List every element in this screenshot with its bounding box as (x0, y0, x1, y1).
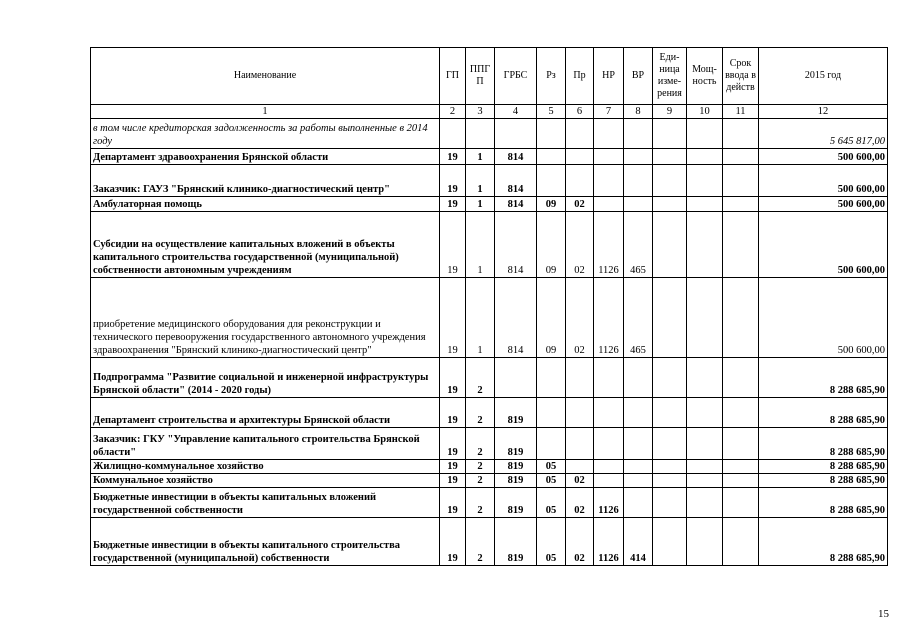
row-pr (566, 398, 594, 428)
row-name: в том числе кредиторская задолженность за работы выполненные в 2014 году (91, 119, 440, 149)
column-number: 9 (653, 105, 687, 119)
row-grbs: 819 (495, 460, 537, 474)
row-gp: 19 (440, 460, 466, 474)
row-term (723, 428, 759, 460)
row-ppg: 2 (466, 460, 495, 474)
row-gp: 19 (440, 518, 466, 566)
row-vr (624, 474, 653, 488)
row-pr (566, 358, 594, 398)
row-vr (624, 398, 653, 428)
column-number: 2 (440, 105, 466, 119)
row-nr (594, 474, 624, 488)
row-unit (653, 488, 687, 518)
row-gp: 19 (440, 278, 466, 358)
row-rz: 05 (537, 474, 566, 488)
row-vr: 465 (624, 212, 653, 278)
row-pr: 02 (566, 518, 594, 566)
row-ppg: 2 (466, 488, 495, 518)
row-power (687, 149, 723, 165)
row-gp (440, 119, 466, 149)
row-unit (653, 518, 687, 566)
row-ppg: 2 (466, 358, 495, 398)
row-amount: 500 600,00 (759, 197, 888, 212)
row-term (723, 358, 759, 398)
header-grbs: ГРБС (495, 48, 537, 105)
row-name: Подпрограмма "Развитие социальной и инженерной инфраструктуры Брянской области" (2014 - 2020 годы) (91, 358, 440, 398)
row-name: Бюджетные инвестиции в объекты капитальных вложений государственной собственности (91, 488, 440, 518)
row-vr (624, 488, 653, 518)
row-name: Амбулаторная помощь (91, 197, 440, 212)
table-row (91, 474, 888, 488)
header-unit: Еди- ница изме- рения (653, 48, 687, 105)
row-nr (594, 398, 624, 428)
row-grbs: 819 (495, 488, 537, 518)
row-power (687, 212, 723, 278)
row-grbs: 814 (495, 165, 537, 197)
row-power (687, 398, 723, 428)
row-ppg: 1 (466, 278, 495, 358)
page-number: 15 (878, 608, 889, 620)
row-amount: 8 288 685,90 (759, 460, 888, 474)
row-unit (653, 197, 687, 212)
row-name: Коммунальное хозяйство (91, 474, 440, 488)
row-pr: 02 (566, 488, 594, 518)
header-nr: НР (594, 48, 624, 105)
row-power (687, 488, 723, 518)
row-vr: 414 (624, 518, 653, 566)
row-nr (594, 428, 624, 460)
row-vr: 465 (624, 278, 653, 358)
column-number: 5 (537, 105, 566, 119)
row-vr (624, 149, 653, 165)
row-power (687, 428, 723, 460)
row-ppg: 1 (466, 212, 495, 278)
table-row (91, 197, 888, 212)
row-pr (566, 428, 594, 460)
row-amount: 8 288 685,90 (759, 428, 888, 460)
row-term (723, 488, 759, 518)
header-gp: ГП (440, 48, 466, 105)
row-grbs: 819 (495, 474, 537, 488)
row-vr (624, 197, 653, 212)
row-rz: 09 (537, 278, 566, 358)
row-gp: 19 (440, 149, 466, 165)
header-power: Мощ- ность (687, 48, 723, 105)
table-row (91, 518, 888, 566)
column-number: 8 (624, 105, 653, 119)
row-ppg: 1 (466, 165, 495, 197)
row-amount: 5 645 817,00 (759, 119, 888, 149)
row-rz: 05 (537, 518, 566, 566)
header-term: Срок ввода в действ (723, 48, 759, 105)
row-term (723, 197, 759, 212)
row-term (723, 165, 759, 197)
row-grbs (495, 119, 537, 149)
row-gp: 19 (440, 358, 466, 398)
row-vr (624, 460, 653, 474)
row-grbs: 814 (495, 197, 537, 212)
row-rz (537, 119, 566, 149)
header-name: Наименование (91, 48, 440, 105)
row-power (687, 518, 723, 566)
row-unit (653, 165, 687, 197)
column-number-row (91, 105, 888, 119)
column-number: 6 (566, 105, 594, 119)
row-amount: 500 600,00 (759, 165, 888, 197)
row-gp: 19 (440, 474, 466, 488)
row-amount: 8 288 685,90 (759, 474, 888, 488)
row-grbs: 814 (495, 212, 537, 278)
row-unit (653, 428, 687, 460)
header-vr: ВР (624, 48, 653, 105)
row-rz: 09 (537, 212, 566, 278)
row-rz (537, 428, 566, 460)
row-grbs: 819 (495, 428, 537, 460)
row-rz: 05 (537, 488, 566, 518)
row-term (723, 398, 759, 428)
row-pr: 02 (566, 278, 594, 358)
row-nr (594, 149, 624, 165)
row-power (687, 278, 723, 358)
row-name: Заказчик: ГКУ "Управление капитального строительства Брянской области" (91, 428, 440, 460)
row-unit (653, 119, 687, 149)
row-ppg: 2 (466, 398, 495, 428)
row-pr (566, 460, 594, 474)
row-name: Департамент строительства и архитектуры Брянской области (91, 398, 440, 428)
row-unit (653, 278, 687, 358)
row-gp: 19 (440, 197, 466, 212)
row-power (687, 358, 723, 398)
row-nr: 1126 (594, 518, 624, 566)
row-amount: 8 288 685,90 (759, 518, 888, 566)
table-row (91, 278, 888, 358)
row-nr: 1126 (594, 212, 624, 278)
row-power (687, 460, 723, 474)
table-row (91, 488, 888, 518)
row-rz (537, 398, 566, 428)
row-amount: 8 288 685,90 (759, 358, 888, 398)
column-number: 1 (91, 105, 440, 119)
row-term (723, 119, 759, 149)
row-vr (624, 428, 653, 460)
row-nr (594, 165, 624, 197)
row-name: приобретение медицинского оборудования для реконструкции и технического перевооружения государственного автономного учреждения здравоохранения "Брянский клинико-диагностический центр" (91, 278, 440, 358)
row-term (723, 212, 759, 278)
row-nr (594, 197, 624, 212)
row-amount: 8 288 685,90 (759, 488, 888, 518)
header-ppg: ППГ П (466, 48, 495, 105)
column-number: 12 (759, 105, 888, 119)
row-amount: 500 600,00 (759, 278, 888, 358)
column-number: 4 (495, 105, 537, 119)
row-power (687, 474, 723, 488)
row-grbs (495, 358, 537, 398)
row-pr: 02 (566, 197, 594, 212)
row-amount: 500 600,00 (759, 212, 888, 278)
row-nr: 1126 (594, 488, 624, 518)
row-ppg: 2 (466, 428, 495, 460)
row-pr (566, 119, 594, 149)
row-power (687, 119, 723, 149)
row-pr (566, 149, 594, 165)
header-row (91, 48, 888, 105)
row-amount: 500 600,00 (759, 149, 888, 165)
column-number: 11 (723, 105, 759, 119)
row-power (687, 165, 723, 197)
row-name: Субсидии на осуществление капитальных вложений в объекты капитального строительства государственной (муниципальной) собственности автономным учреждениям (91, 212, 440, 278)
row-unit (653, 398, 687, 428)
row-term (723, 460, 759, 474)
row-name: Бюджетные инвестиции в объекты капитального строительства государственной (муниципальной) собственности (91, 518, 440, 566)
table-row (91, 149, 888, 165)
row-pr: 02 (566, 212, 594, 278)
table-row (91, 212, 888, 278)
row-pr: 02 (566, 474, 594, 488)
header-year: 2015 год (759, 48, 888, 105)
row-name: Заказчик: ГАУЗ "Брянский клинико-диагностический центр" (91, 165, 440, 197)
row-unit (653, 474, 687, 488)
row-term (723, 518, 759, 566)
row-gp: 19 (440, 428, 466, 460)
row-rz (537, 149, 566, 165)
row-ppg: 2 (466, 474, 495, 488)
row-rz (537, 358, 566, 398)
column-number: 10 (687, 105, 723, 119)
row-term (723, 149, 759, 165)
row-nr (594, 358, 624, 398)
header-rz: Рз (537, 48, 566, 105)
row-nr (594, 119, 624, 149)
header-pr: Пр (566, 48, 594, 105)
row-nr (594, 460, 624, 474)
row-gp: 19 (440, 488, 466, 518)
row-rz: 09 (537, 197, 566, 212)
row-ppg: 2 (466, 518, 495, 566)
row-grbs: 814 (495, 149, 537, 165)
row-unit (653, 358, 687, 398)
row-ppg (466, 119, 495, 149)
row-term (723, 278, 759, 358)
column-number: 7 (594, 105, 624, 119)
row-gp: 19 (440, 165, 466, 197)
column-number: 3 (466, 105, 495, 119)
row-gp: 19 (440, 212, 466, 278)
row-ppg: 1 (466, 149, 495, 165)
row-nr: 1126 (594, 278, 624, 358)
row-power (687, 197, 723, 212)
table-row (91, 428, 888, 460)
row-grbs: 819 (495, 398, 537, 428)
row-term (723, 474, 759, 488)
table-row (91, 165, 888, 197)
row-unit (653, 149, 687, 165)
row-vr (624, 119, 653, 149)
row-ppg: 1 (466, 197, 495, 212)
row-name: Департамент здравоохранения Брянской области (91, 149, 440, 165)
row-rz (537, 165, 566, 197)
row-amount: 8 288 685,90 (759, 398, 888, 428)
row-pr (566, 165, 594, 197)
budget-table (90, 47, 888, 566)
row-grbs: 814 (495, 278, 537, 358)
row-unit (653, 212, 687, 278)
row-grbs: 819 (495, 518, 537, 566)
table-row (91, 119, 888, 149)
row-rz: 05 (537, 460, 566, 474)
row-vr (624, 165, 653, 197)
row-unit (653, 460, 687, 474)
row-vr (624, 358, 653, 398)
table-row (91, 358, 888, 398)
row-gp: 19 (440, 398, 466, 428)
table-row (91, 460, 888, 474)
table-row (91, 398, 888, 428)
row-name: Жилищно-коммунальное хозяйство (91, 460, 440, 474)
